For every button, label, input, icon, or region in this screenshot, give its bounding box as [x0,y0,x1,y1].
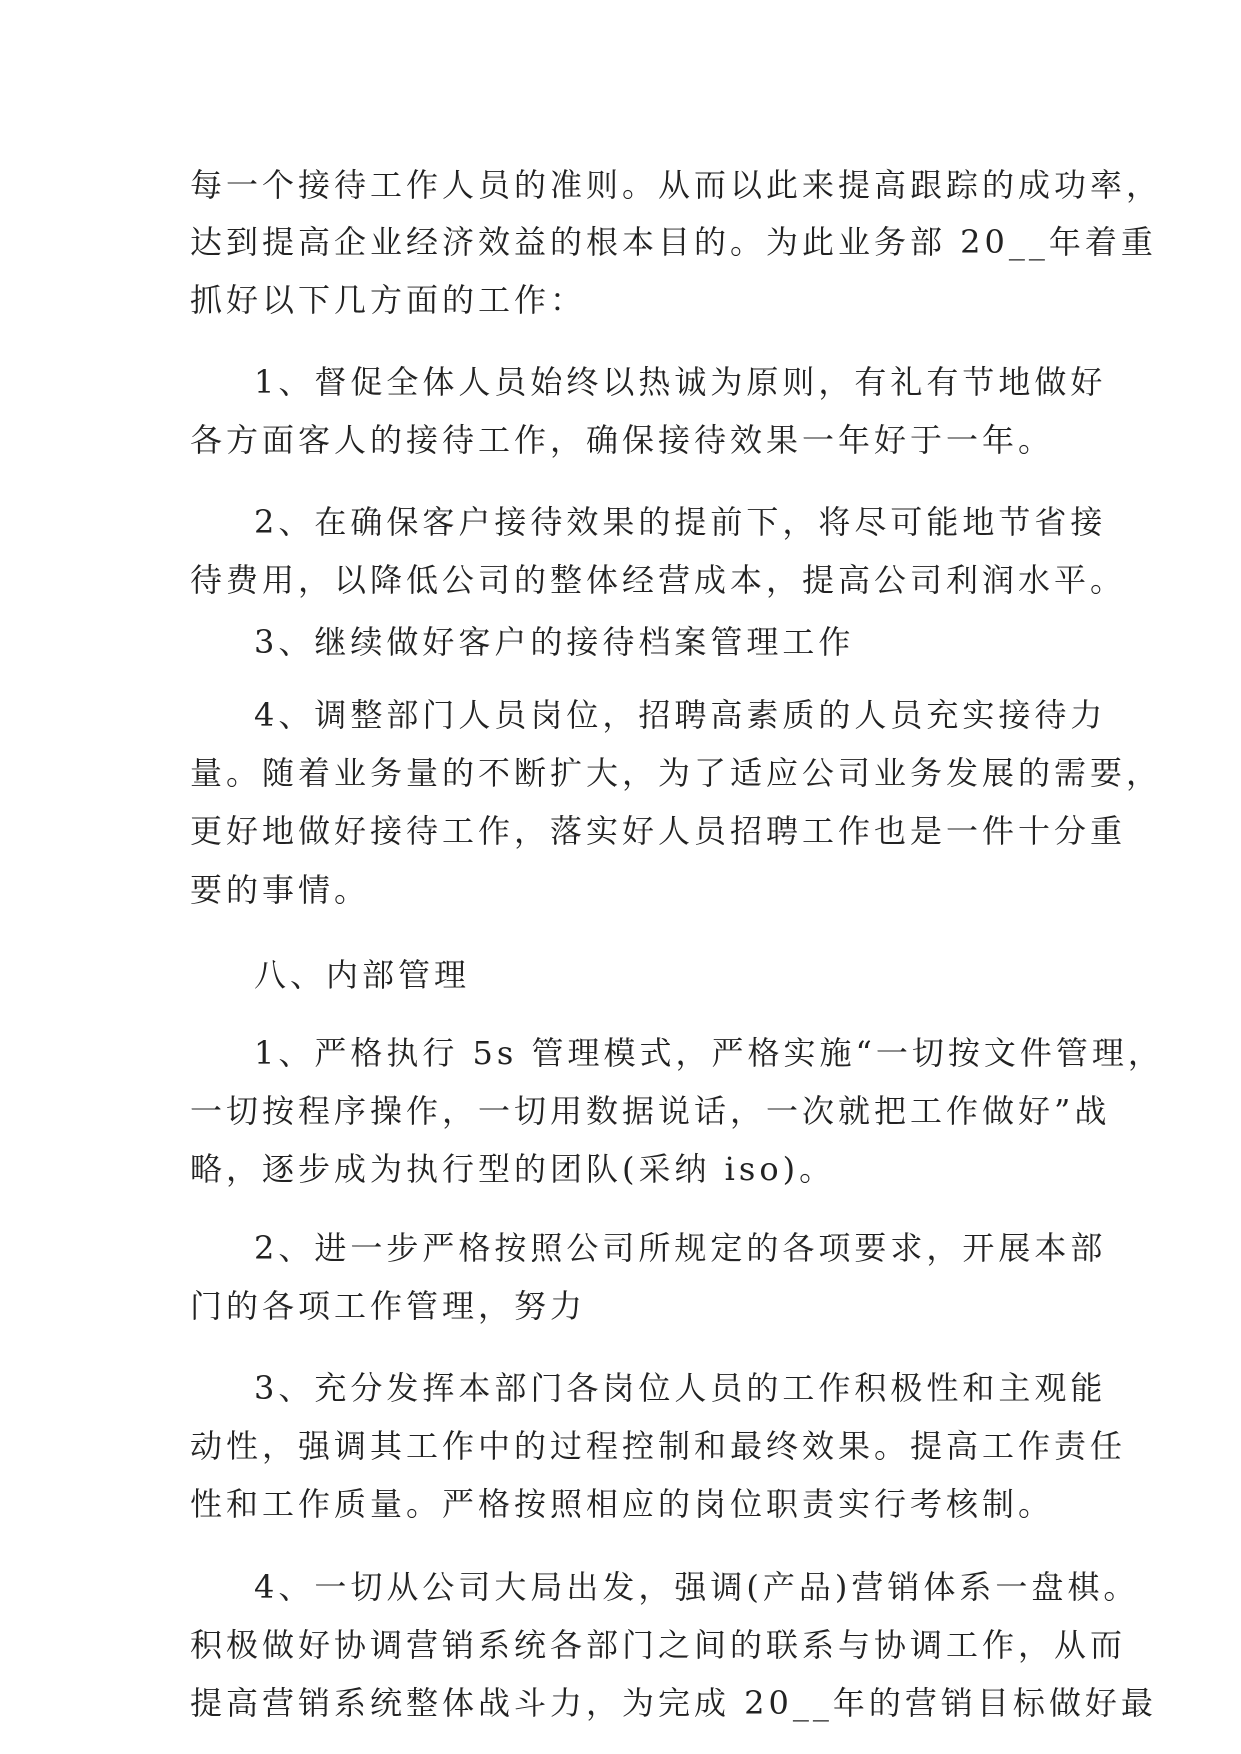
section-heading: 八、内部管理 [254,956,471,994]
text-line: 4、调整部门人员岗位，招聘高素质的人员充实接待力 [254,696,1107,734]
text-line: 积极做好协调营销系统各部门之间的联系与协调工作，从而 [190,1626,1127,1664]
text-line: 提高营销系统整体战斗力，为完成 20__年的营销目标做好最 [190,1684,1157,1722]
text-line: 2、进一步严格按照公司所规定的各项要求，开展本部 [254,1229,1107,1267]
text-line: 各方面客人的接待工作，确保接待效果一年好于一年。 [190,421,1055,459]
text-line: 量。随着业务量的不断扩大，为了适应公司业务发展的需要， [190,754,1163,792]
text-line: 3、继续做好客户的接待档案管理工作 [254,623,855,661]
text-line: 动性，强调其工作中的过程控制和最终效果。提高工作责任 [190,1427,1127,1465]
text-line: 4、一切从公司大局出发，强调(产品)营销体系一盘棋。 [254,1568,1140,1606]
text-line: 一切按程序操作，一切用数据说话，一次就把工作做好”战 [190,1092,1111,1130]
text-line: 1、严格执行 5s 管理模式，严格实施“一切按文件管理， [254,1034,1164,1072]
text-line: 更好地做好接待工作，落实好人员招聘工作也是一件十分重 [190,812,1127,850]
text-line: 2、在确保客户接待效果的提前下，将尽可能地节省接 [254,503,1107,541]
text-line: 1、督促全体人员始终以热诚为原则，有礼有节地做好 [254,363,1107,401]
text-line: 达到提高企业经济效益的根本目的。为此业务部 20__年着重 [190,223,1157,261]
text-line: 3、充分发挥本部门各岗位人员的工作积极性和主观能 [254,1369,1107,1407]
text-line: 每一个接待工作人员的准则。从而以此来提高跟踪的成功率， [190,166,1163,204]
text-line: 抓好以下几方面的工作： [190,281,587,319]
text-line: 略，逐步成为执行型的团队(采纳 iso)。 [190,1150,836,1188]
text-line: 性和工作质量。严格按照相应的岗位职责实行考核制。 [190,1485,1055,1523]
text-line: 待费用，以降低公司的整体经营成本，提高公司利润水平。 [190,561,1127,599]
text-line: 要的事情。 [190,871,371,909]
text-line: 门的各项工作管理，努力 [190,1287,587,1325]
